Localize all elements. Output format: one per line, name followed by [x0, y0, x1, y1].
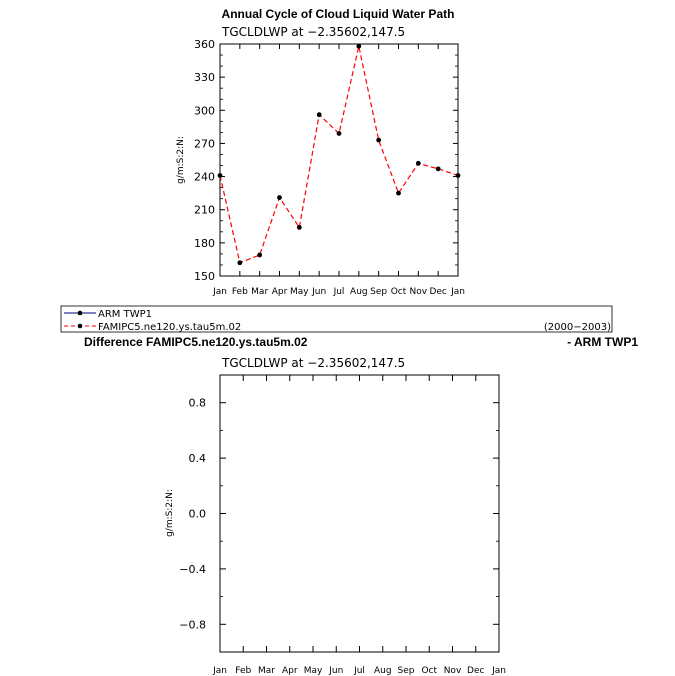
chart-title: Annual Cycle of Cloud Liquid Water Path — [221, 7, 455, 21]
plot-frame — [220, 44, 458, 276]
data-point — [218, 173, 223, 178]
legend — [61, 306, 612, 333]
x-tick-label: Jan — [213, 287, 227, 297]
difference-title-right: - ARM TWP1 — [567, 335, 638, 349]
data-point — [257, 253, 262, 258]
legend-marker-famipc5 — [78, 324, 83, 329]
data-point — [337, 131, 342, 136]
y-tick-label: 360 — [194, 38, 215, 51]
x-tick-label: Dec — [429, 287, 447, 297]
data-point — [297, 225, 302, 230]
x-axis — [212, 375, 506, 676]
data-point — [277, 195, 282, 200]
x-tick-label: Aug — [373, 666, 392, 676]
y-axis-label: g/m:S:2:N: — [165, 489, 175, 537]
y-tick-label: −0.8 — [179, 618, 206, 632]
x-tick-label: Sep — [370, 287, 388, 297]
y-tick-label: 150 — [194, 270, 215, 283]
x-tick-label: Jan — [451, 287, 465, 297]
x-tick-label: Jul — [354, 666, 365, 676]
chart-subtitle: TGCLDLWP at −2.35602,147.5 — [222, 356, 406, 370]
chart-subtitle: TGCLDLWP at −2.35602,147.5 — [222, 25, 406, 39]
data-point — [416, 161, 421, 166]
x-tick-label: Jan — [213, 666, 227, 676]
x-tick-label: Oct — [421, 666, 438, 676]
data-point — [396, 191, 401, 196]
x-tick-label: Jun — [312, 287, 327, 297]
x-tick-label: Apr — [271, 287, 288, 297]
x-tick-label: Feb — [231, 287, 248, 297]
series-group — [218, 44, 461, 265]
y-tick-label: 330 — [194, 71, 215, 85]
data-point — [436, 166, 441, 171]
legend-period: (2000−2003) — [543, 322, 611, 333]
y-tick-label: 0.4 — [188, 452, 206, 466]
x-tick-label: Apr — [281, 666, 298, 676]
x-tick-label: Sep — [397, 666, 415, 676]
difference-title-left: Difference FAMIPC5.ne120.ys.tau5m.02 — [84, 335, 308, 349]
x-tick-label: May — [303, 666, 323, 676]
legend-label-famipc5: FAMIPC5.ne120.ys.tau5m.02 — [98, 322, 242, 333]
x-tick-label: Mar — [251, 287, 269, 297]
y-axis-label: g/m:S:2:N: — [176, 136, 186, 184]
data-point — [456, 173, 461, 178]
x-tick-label: Jun — [329, 666, 344, 676]
difference-chart — [84, 335, 638, 676]
x-tick-label: Nov — [443, 666, 462, 676]
x-tick-label: Oct — [390, 287, 407, 297]
x-tick-label: Aug — [350, 287, 368, 297]
series-line — [220, 46, 458, 263]
x-tick-label: Dec — [467, 666, 485, 676]
y-tick-label: −0.4 — [179, 562, 206, 576]
y-tick-label: 270 — [194, 137, 215, 151]
y-tick-label: 180 — [194, 236, 215, 250]
plot-frame — [220, 375, 499, 652]
data-point — [237, 260, 242, 265]
x-tick-label: Mar — [258, 666, 275, 676]
legend-marker-arm — [78, 311, 83, 316]
x-tick-label: Jan — [492, 666, 506, 676]
y-tick-label: 240 — [194, 170, 215, 184]
annual-cycle-chart — [176, 7, 465, 297]
data-point — [356, 44, 361, 49]
y-axis — [194, 38, 458, 283]
data-point — [376, 138, 381, 143]
legend-label-arm: ARM TWP1 — [98, 309, 152, 320]
y-tick-label: 0.0 — [188, 507, 206, 521]
y-axis — [179, 375, 499, 652]
x-tick-label: Feb — [235, 666, 252, 676]
y-tick-label: 300 — [194, 104, 215, 118]
x-tick-label: Nov — [409, 287, 428, 297]
x-tick-label: May — [290, 287, 309, 297]
data-point — [317, 112, 322, 117]
x-tick-label: Jul — [333, 287, 345, 297]
y-tick-label: 210 — [194, 203, 215, 217]
y-tick-label: 0.8 — [188, 396, 206, 410]
